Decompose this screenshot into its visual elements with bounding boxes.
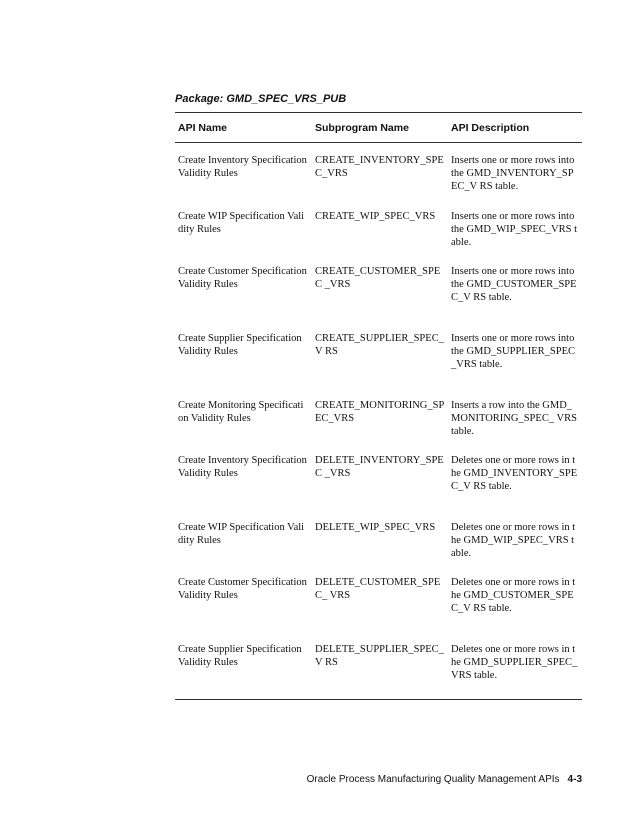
- cell-api-name: Create WIP Specification Validity Rules: [178, 210, 305, 235]
- table-row: [175, 576, 582, 643]
- cell-subprogram-name: DELETE_INVENTORY_SPEC _VRS: [315, 454, 444, 479]
- cell-api-name: Create Monitoring Specification Validity Rules: [178, 399, 304, 424]
- footer-text: Oracle Process Manufacturing Quality Management APIs: [306, 774, 560, 785]
- page-footer: [307, 774, 582, 785]
- table-header-row: [175, 113, 582, 143]
- cell-api-name: Create Inventory Specification Validity Rules: [178, 454, 307, 479]
- header-subprogram-name: Subprogram Name: [312, 113, 448, 143]
- api-table: [175, 112, 582, 700]
- cell-subprogram-name: CREATE_CUSTOMER_SPEC _VRS: [315, 265, 441, 290]
- cell-api-name: Create Inventory Specification Validity Rules: [178, 155, 307, 179]
- cell-subprogram-name: CREATE_INVENTORY_SPE C_VRS: [315, 155, 444, 179]
- header-api-name: API Name: [175, 113, 312, 143]
- package-title: Package: GMD_SPEC_VRS_PUB: [175, 93, 347, 105]
- cell-api-description: Deletes one or more rows in the GMD_WIP_SPEC_VRS table.: [451, 521, 576, 559]
- header-api-description: API Description: [448, 113, 582, 143]
- cell-api-description: Inserts a row into the GMD_MONITORING_SPEC_ VRS table.: [451, 399, 577, 437]
- cell-api-name: Create Supplier Specification Validity Rules: [175, 643, 312, 700]
- cell-api-description: Deletes one or more rows in the GMD_CUSTOMER_SPEC_V RS table.: [451, 576, 576, 614]
- cell-subprogram-name: CREATE_MONITORING_SP EC_VRS: [315, 399, 444, 424]
- cell-subprogram-name: CREATE_SUPPLIER_SPEC_V RS: [315, 332, 444, 357]
- cell-api-description: Deletes one or more rows in the GMD_SUPPLIER_SPEC_VRS table.: [448, 643, 582, 700]
- table-row: [175, 265, 582, 332]
- cell-subprogram-name: DELETE_CUSTOMER_SPEC_ VRS: [315, 576, 441, 601]
- table-row: [175, 399, 582, 454]
- page-number: 4-3: [567, 774, 582, 785]
- cell-api-name: Create Customer Specification Validity Rules: [178, 576, 307, 601]
- table-row: [175, 332, 582, 399]
- cell-api-description: Inserts one or more rows into the GMD_INVENTORY_SPEC_V RS table.: [451, 155, 575, 192]
- table-row: [175, 210, 582, 265]
- table-row: [175, 521, 582, 576]
- table-row: [175, 454, 582, 521]
- cell-api-name: Create WIP Specification Validity Rules: [178, 521, 305, 546]
- cell-api-description: Inserts one or more rows into the GMD_WIP_SPEC_VRS table.: [451, 210, 578, 248]
- cell-api-name: Create Customer Specification Validity Rules: [178, 265, 307, 290]
- table-row: [175, 143, 582, 210]
- table-row: [175, 643, 582, 700]
- cell-subprogram-name: DELETE_WIP_SPEC_VRS: [315, 521, 436, 533]
- cell-api-description: Inserts one or more rows into the GMD_CUSTOMER_SPEC_V RS table.: [451, 265, 577, 303]
- cell-subprogram-name: CREATE_WIP_SPEC_VRS: [315, 210, 436, 222]
- cell-api-description: Deletes one or more rows in the GMD_INVENTORY_SPEC_V RS table.: [451, 454, 578, 492]
- cell-api-name: Create Supplier Specification Validity Rules: [178, 332, 302, 357]
- cell-api-description: Inserts one or more rows into the GMD_SUPPLIER_SPEC_VRS table.: [451, 332, 575, 370]
- table-body: [175, 143, 582, 700]
- cell-subprogram-name: DELETE_SUPPLIER_SPEC_V RS: [312, 643, 448, 700]
